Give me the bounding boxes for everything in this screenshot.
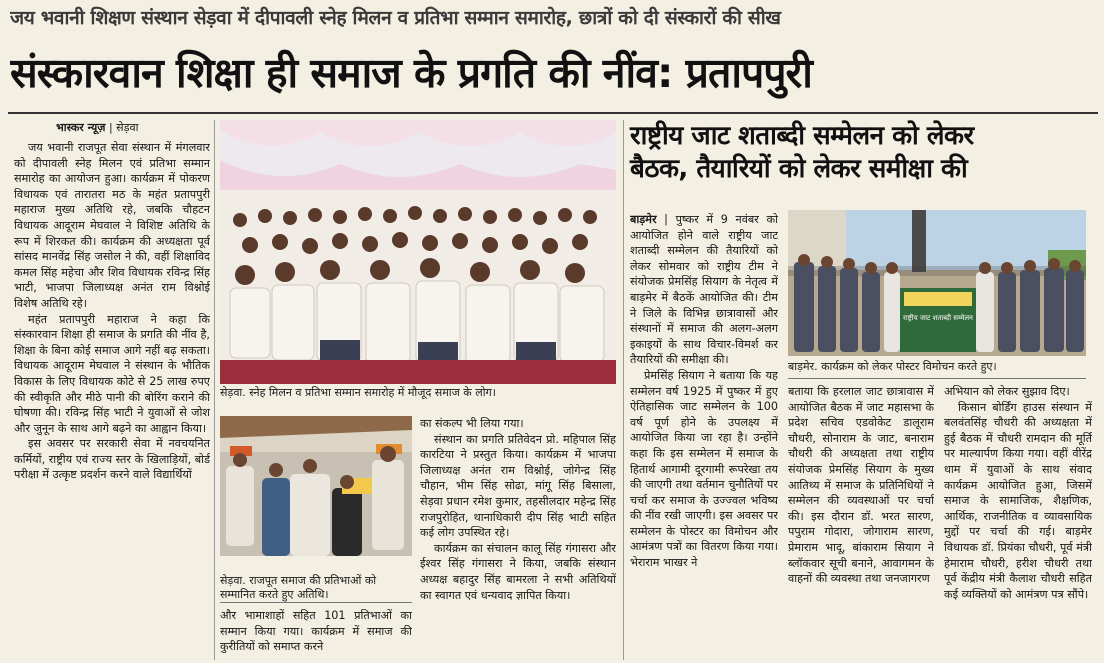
main-col2-para: और भामाशाहों सहित 101 प्रतिभाओं का सम्मान किया गया। कार्यक्रम में समाज की कुरीतियों को समाप्त करने — [220, 609, 412, 654]
side-colA-para: बाड़मेर | पुष्कर में 9 नवंबर को आयोजित होने वाले राष्ट्रीय जाट शताब्दी सम्मेलन की तैयारियों को लेकर सोमवार को राष्ट्रीय टीम ने संयोजक प्रेमसिंह सियाग के नेतृत्व में बाड़मेर में बैठकें आयोजित की। टीम ने जिले के विभिन्न छात्रावासों और संस्थानों में समाज की अलग-अलग इकाइयों के साथ विचार-विमर्श कर तैयारियों की समीक्षा की। — [630, 213, 778, 367]
side-colB — [788, 384, 934, 660]
main-col2 — [220, 608, 412, 660]
main-kicker: जय भवानी शिक्षण संस्थान सेड़वा में दीपावली स्नेह मिलन व प्रतिभा सम्मान समारोह, छात्रों को दी संस्कारों की सीख — [10, 7, 781, 29]
side-photo-rule — [788, 378, 1086, 379]
column-divider — [214, 120, 215, 660]
side-headline-line1: राष्ट्रीय जाट शताब्दी सम्मेलन को लेकर — [630, 121, 974, 151]
photo2-rule — [220, 602, 412, 603]
side-colC-para: अभियान को लेकर सुझाव दिए। — [944, 385, 1070, 398]
main-col3-para: संस्थान का प्रगति प्रतिवेदन प्रो. महिपाल सिंह कारटिया ने प्रस्तुत किया। कार्यक्रम में भाजपा जिलाध्यक्ष अनंत राम विश्नोई, जोगेन्द्र सिंह चौहान, भीम सिंह सोढा, मांगू सिंह बिसाला, सेड़वा प्रधान रमेश कुमार, तहसीलदार महेन्द्र सिंह राजपुरोहित, थानाधिकारी दीप सिंह भाटी सहित कई लोग उपस्थित रहे। — [420, 432, 616, 540]
main-col3-para: कार्यक्रम का संचालन कालू सिंह गंगासरा और ईश्वर सिंह गंगासरा ने किया, जबकि संस्थान अध्यक्ष बहादुर सिंह बामरला ने सभी अतिथियों का स्वागत एवं धन्यवाद ज्ञापित किया। — [420, 541, 616, 602]
side-colC-para: किसान बोर्डिंग हाउस संस्थान में बलवंतसिंह चौधरी की अध्यक्षता में हुई बैठक में चौधरी रामदान की मूर्ति पर माल्यार्पण किया गया। वहीं वीरेंद्र धाम में युवाओं के साथ संवाद कार्यक्रम आयोजित हुआ, जिसमें समाज के सामाजिक, शैक्षणिक, आर्थिक, राजनीतिक व व्यावसायिक मुद्दों पर चर्चा की गई। बाड़मेर विधायक डॉ. प्रियंका चौधरी, पूर्व मंत्री हेमाराम चौधरी, हरीश चौधरी तथा पूर्व केंद्रीय मंत्री कैलाश चौधरी सहित कई व्यक्तियों को आमंत्रण पत्र सौंपे। — [944, 400, 1092, 601]
main-col3-para: का संकल्प भी लिया गया। — [420, 417, 524, 430]
main-col1-para: जय भवानी राजपूत सेवा संस्थान में मंगलवार को दीपावली स्नेह मिलन एवं प्रतिभा सम्मान समारोह का आयोजन हुआ। कार्यक्रम में पोकरण विधायक एवं तारातरा मठ के महंत प्रतापपुरी महाराज मुख्य अतिथि रहे, जबकि चौहटन विधायक आदूराम मेघवाल ने विशिष्ट अतिथि के रूप में शिरकत की। कार्यक्रम की अध्यक्षता पूर्व सांसद मानवेंद्र सिंह जसोल ने की, वहीं शिक्षाविद कमल सिंह महेचा और शिव विधायक रविन्द्र सिंह भाटी, भाजपा जिलाध्यक्ष अनंत राम विश्नोई विशेष अतिथि रहे। — [14, 141, 210, 310]
byline-separator: | — [108, 121, 117, 134]
photo-felicitation — [220, 416, 412, 556]
byline-source: भास्कर न्यूज़ — [56, 121, 106, 134]
side-dateline: बाड़मेर — [630, 213, 657, 226]
byline — [56, 120, 138, 135]
headline-rule — [8, 112, 1098, 114]
side-colA-para: प्रेमसिंह सियाग ने बताया कि यह सम्मेलन वर्ष 1925 में पुष्कर में हुए ऐतिहासिक जाट सम्मेलन के 100 वर्ष पूर्ण होने के उपलक्ष्य में आयोजित किया जा रहा है। उन्होंने कहा कि इस सम्मेलन में समाज के हितार्थ आगामी दूरगामी रूपरेखा तय की जाएगी तथा वर्तमान चुनौतियों पर चर्चा कर समाज के उज्ज्वल भविष्य की नींव रखी जाएगी। इस अवसर पर सम्मेलन के पोस्टर का विमोचन और आमंत्रण पत्रों का वितरण किया गया। भेराराम भाखर ने — [630, 368, 778, 570]
photo-poster-caption: बाड़मेर. कार्यक्रम को लेकर पोस्टर विमोचन करते हुए। — [788, 360, 997, 373]
main-col1-para: महंत प्रतापपुरी महाराज ने कहा कि संस्कारवान शिक्षा ही समाज के प्रगति की नींव है, शिक्षा के बिना कोई समाज आगे नहीं बढ़ सकता। विधायक आदूराम मेघवाल ने संस्थान के भौतिक विकास के लिए विधायक कोटे से 25 लाख रुपए की स्वीकृति और मीठे पानी की बोरिंग कराने की घोषणा की। रविन्द्र सिंह भाटी ने युवाओं से जोश और जुनून के साथ आगे बढ़ने का आह्वान किया। — [14, 312, 210, 435]
photo-crowd-caption: सेड़वा. स्नेह मिलन व प्रतिभा सम्मान समारोह में मौजूद समाज के लोग। — [220, 386, 496, 399]
main-headline: संस्कारवान शिक्षा ही समाज के प्रगति की नींव: प्रतापपुरी — [10, 49, 812, 97]
main-col3 — [420, 416, 616, 660]
main-col1-para: इस अवसर पर सरकारी सेवा में नवचयनित कर्मियों, राष्ट्रीय एवं राज्य स्तर के खिलाड़ियों, बोर्ड परीक्षा में उत्कृष्ट प्रदर्शन करने वाले विद्यार्थियों — [14, 437, 210, 482]
photo-crowd — [220, 120, 616, 384]
photo-poster-release — [788, 210, 1086, 356]
photo-felicitation-caption: सेड़वा. राजपूत समाज की प्रतिभाओं को सम्मानित करते हुए अतिथि। — [220, 574, 377, 601]
side-colC — [944, 384, 1092, 660]
side-colB-para: बताया कि हरलाल जाट छात्रावास में आयोजित बैठक में जाट महासभा के प्रदेश सचिव एडवोकेट डालूराम चौधरी, सोनाराम के जाट, बनाराम चौधरी की अध्यक्षता तथा राष्ट्रीय संयोजक प्रेमसिंह सियाग के मुख्य आतिथ्य में समाज के प्रतिनिधियों ने सम्मेलन की व्यवस्थाओं पर चर्चा की। इस दौरान डॉ. भरत सारण, पपुराम गोदारा, जोगाराम सारण, प्रेमाराम भादू, बांकाराम सियाग ने ब्लॉकवार सूची बनाने, आवागमन के वाहनों की व्यवस्था तथा जनजागरण — [788, 385, 934, 586]
side-colA-text: पुष्कर में 9 नवंबर को आयोजित होने वाले राष्ट्रीय जाट शताब्दी सम्मेलन की तैयारियों को लेकर सोमवार को राष्ट्रीय टीम ने संयोजक प्रेमसिंह सियाग के नेतृत्व में बाड़मेर में बैठकें आयोजित की। टीम ने जिले के विभिन्न छात्रावासों और संस्थानों में समाज की अलग-अलग इकाइयों के साथ विचार-विमर्श कर तैयारियों की समीक्षा की। — [630, 213, 778, 367]
main-col1 — [14, 140, 210, 660]
side-colA — [630, 212, 778, 660]
poster-banner-text: राष्ट्रीय जाट शताब्दी सम्मेलन — [903, 314, 973, 322]
side-headline-line2: बैठक, तैयारियों को लेकर समीक्षा की — [630, 154, 968, 184]
byline-place: सेड़वा — [116, 121, 139, 134]
column-divider — [623, 120, 624, 660]
side-headline — [630, 120, 1100, 186]
